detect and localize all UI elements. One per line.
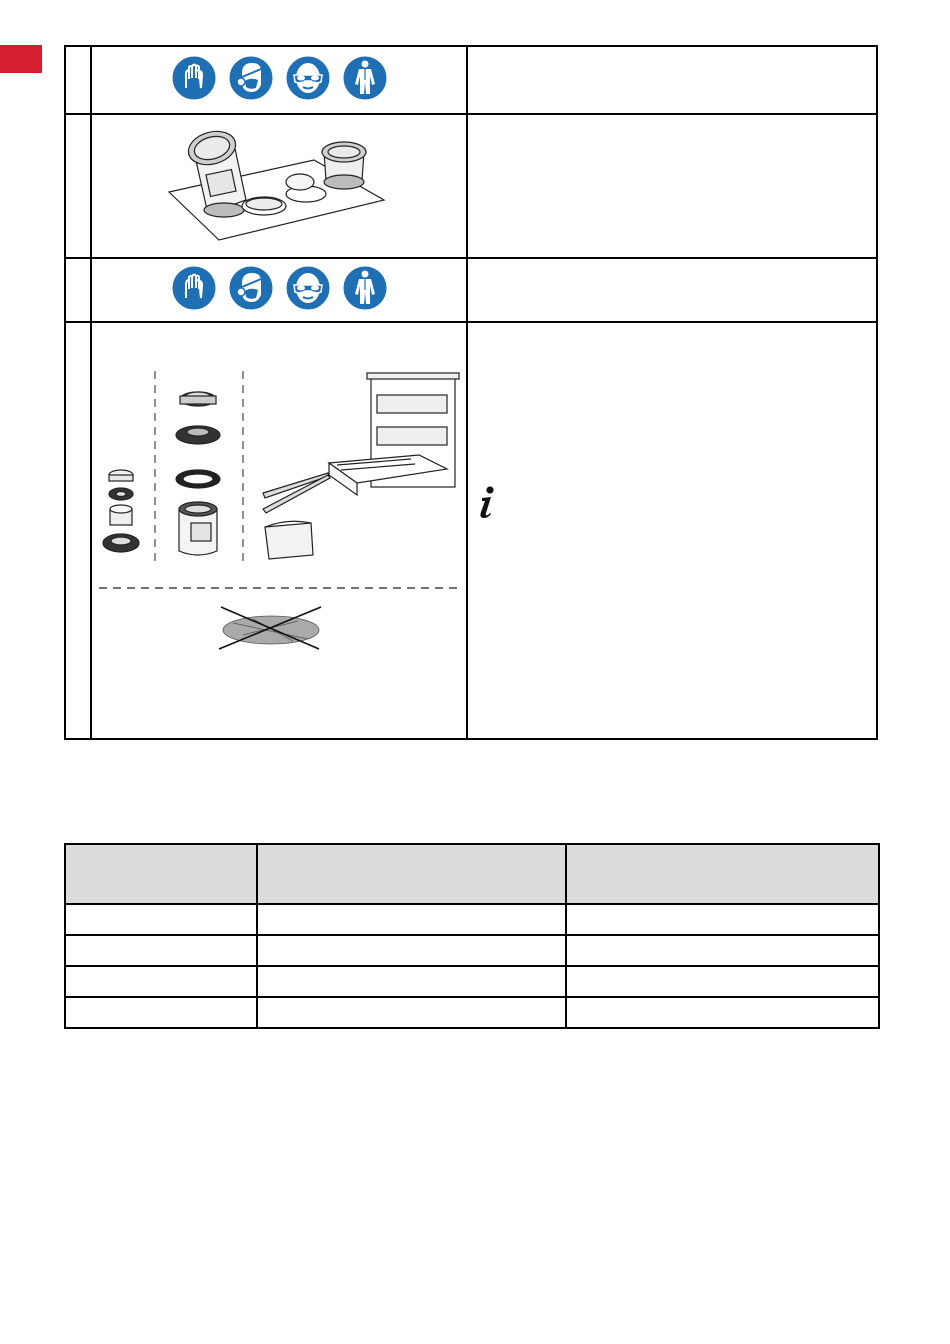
step-number [65, 46, 91, 114]
step-description [467, 114, 877, 258]
table-cell [65, 904, 257, 935]
step-row [65, 46, 877, 114]
table-row [65, 904, 879, 935]
gloves-icon [171, 55, 217, 101]
info-icon [476, 485, 498, 519]
chapter-tab-marker [0, 45, 42, 73]
step-description [467, 322, 877, 739]
specification-table [64, 843, 880, 1029]
step-row [65, 258, 877, 322]
step-number [65, 322, 91, 739]
safety-goggles-icon [285, 265, 331, 311]
table-row [65, 997, 879, 1028]
open-filter-jars-illustration [164, 122, 394, 246]
table-cell [566, 997, 879, 1028]
table-cell [257, 935, 566, 966]
protective-suit-icon [342, 265, 388, 311]
step-figure [91, 114, 467, 258]
step-figure [91, 46, 467, 114]
gloves-icon [171, 265, 217, 311]
ppe-icons-group [171, 55, 388, 101]
spec-header-cell [566, 844, 879, 904]
ppe-icons-group [171, 265, 388, 311]
table-cell [257, 997, 566, 1028]
respirator-icon [228, 55, 274, 101]
step-row [65, 322, 877, 739]
table-cell [65, 997, 257, 1028]
spec-header-cell [65, 844, 257, 904]
respirator-icon [228, 265, 274, 311]
table-row [65, 935, 879, 966]
spec-header-row [65, 844, 879, 904]
table-cell [65, 966, 257, 997]
table-cell [257, 966, 566, 997]
table-cell [65, 935, 257, 966]
table-row [65, 966, 879, 997]
step-figure [91, 258, 467, 322]
step-row [65, 114, 877, 258]
procedure-steps-table [64, 45, 878, 740]
step-description [467, 46, 877, 114]
table-cell [566, 935, 879, 966]
protective-suit-icon [342, 55, 388, 101]
filter-parts-and-dishwasher-illustration [93, 323, 465, 733]
spec-header-cell [257, 844, 566, 904]
table-cell [566, 966, 879, 997]
table-cell [257, 904, 566, 935]
step-figure [91, 322, 467, 739]
step-description [467, 258, 877, 322]
table-cell [566, 904, 879, 935]
safety-goggles-icon [285, 55, 331, 101]
step-number [65, 114, 91, 258]
step-number [65, 258, 91, 322]
